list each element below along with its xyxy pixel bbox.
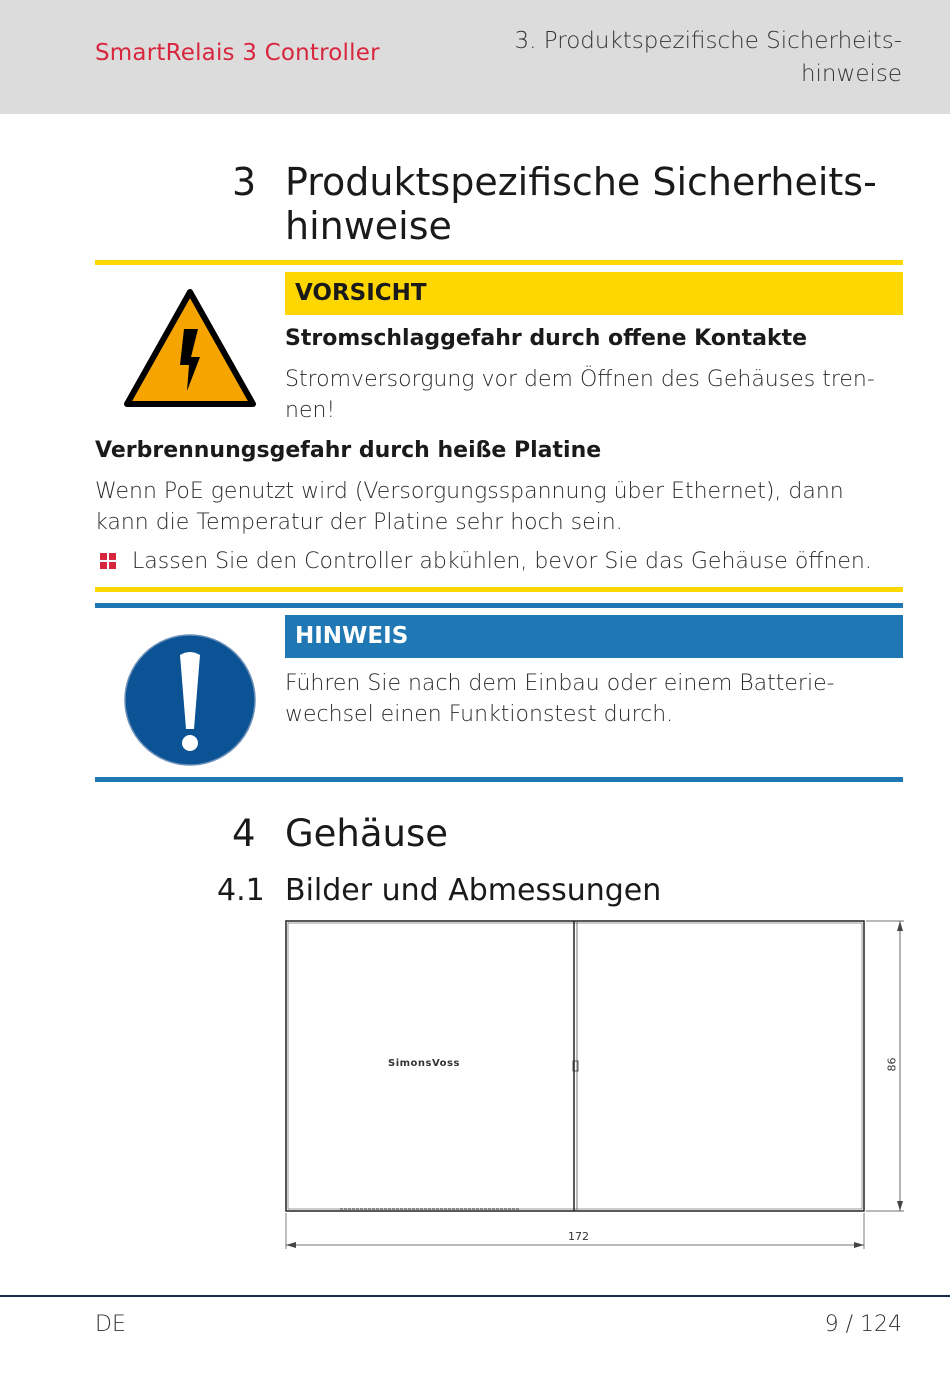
burn-hazard-heading: Verbrennungsgefahr durch heiße Platine <box>95 438 602 463</box>
caution-text <box>285 364 903 426</box>
section-number: 4.1 <box>217 873 265 908</box>
page-number: 9 / 124 <box>824 1312 902 1337</box>
drawing-logo: SimonsVoss <box>388 1058 460 1069</box>
footer-rule <box>0 1295 950 1297</box>
chapter-number: 3 <box>232 160 257 204</box>
burn-hazard-text <box>95 476 903 538</box>
chapter-title-line2: hinweise <box>285 204 452 248</box>
brand-title: SmartRelais 3 Controller <box>95 40 380 66</box>
note-label: HINWEIS <box>285 615 903 658</box>
running-section-line2: hinweise <box>800 61 902 87</box>
bullet-icon <box>100 553 116 569</box>
burn-hazard-line1: Wenn PoE genutzt wird (Versorgungsspannung über Ethernet), dann <box>95 479 844 504</box>
chapter-title <box>285 160 905 248</box>
note-top-rule <box>95 603 903 608</box>
housing-drawing-svg <box>280 915 910 1255</box>
caution-text-line2: nen! <box>285 398 336 423</box>
burn-hazard-line2: kann die Temperatur der Platine sehr hoch sein. <box>95 510 623 535</box>
housing-outline <box>286 921 864 1211</box>
section-title: Bilder und Abmessungen <box>285 873 662 908</box>
width-dimension-label: 172 <box>568 1230 589 1243</box>
exclamation-icon <box>123 633 257 767</box>
footer-language: DE <box>95 1312 126 1337</box>
running-section-title <box>515 25 902 91</box>
caution-text-line1: Stromversorgung vor dem Öffnen des Gehäuses tren- <box>285 367 875 392</box>
caution-label: VORSICHT <box>285 272 903 315</box>
caution-instruction: Lassen Sie den Controller abkühlen, bevor Sie das Gehäuse öffnen. <box>132 549 872 574</box>
caution-top-rule <box>95 260 903 265</box>
caution-bottom-rule <box>95 587 903 592</box>
note-text-line2: wechsel einen Funktionstest durch. <box>285 702 674 727</box>
note-text <box>285 668 903 730</box>
note-text-line1: Führen Sie nach dem Einbau oder einem Batterie- <box>285 671 835 696</box>
running-section-line1: 3. Produktspezifische Sicherheits- <box>514 28 902 54</box>
height-dimension-label: 86 <box>885 1057 899 1072</box>
note-bottom-rule <box>95 777 903 782</box>
chapter-title-line1: Produktspezifische Sicherheits- <box>285 160 877 204</box>
chapter4-number: 4 <box>232 812 256 855</box>
caution-heading: Stromschlaggefahr durch offene Kontakte <box>285 326 808 351</box>
chapter4-title: Gehäuse <box>285 812 449 855</box>
electric-hazard-icon <box>122 287 258 409</box>
housing-drawing <box>280 915 910 1255</box>
